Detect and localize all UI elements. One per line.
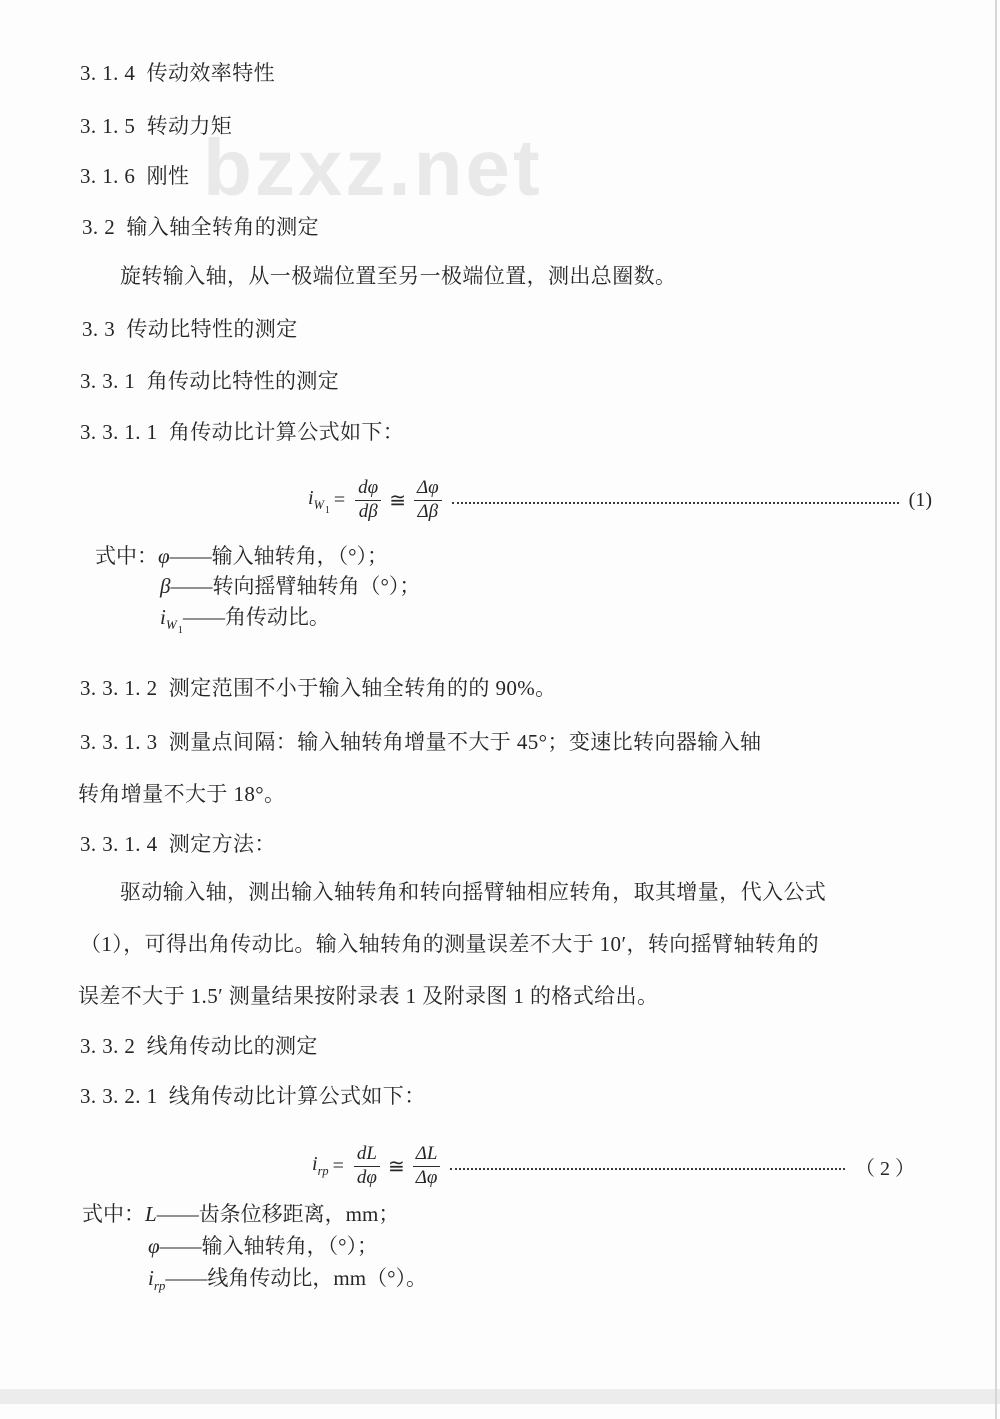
heading-3-2: 3. 2 输入轴全转角的测定 <box>82 215 319 239</box>
equals-sign: = <box>332 1154 344 1177</box>
heading-3-3-1-1: 3. 3. 1. 1 角传动比计算公式如下： <box>80 420 405 444</box>
paragraph-method-line3: 误差不大于 1.5′ 测量结果按附录表 1 及附录图 1 的格式给出。 <box>78 984 659 1008</box>
watermark-text: bzxz.net <box>203 123 543 212</box>
where1-row1: 式中：φ——输入轴转角，（°）； <box>95 544 389 568</box>
approx-equal-sign: ≅ <box>387 1155 405 1178</box>
where2-row2: φ——输入轴转角，（°）； <box>148 1234 379 1258</box>
formula-2 <box>312 1138 915 1194</box>
dotted-leader <box>452 502 899 504</box>
heading-3-3-1-3-line1: 3. 3. 1. 3 测量点间隔：输入轴转角增量不大于 45°；变速比转向器输入轴 <box>80 730 762 754</box>
heading-3-3: 3. 3 传动比特性的测定 <box>82 317 298 341</box>
heading-3-3-1-3-line2: 转角增量不大于 18°。 <box>78 782 286 806</box>
formula-2-lhs: $i_{rp}$ <box>312 1153 329 1178</box>
scan-edge-band <box>0 1389 1000 1404</box>
approx-equal-sign: ≅ <box>389 489 406 512</box>
where2-row3: $i_{rp}——$线角传动比，mm（°）。 <box>148 1266 427 1294</box>
where2-row1: 式中：L——齿条位移距离，mm； <box>82 1202 400 1226</box>
paragraph-method-line2: （1），可得出角传动比。输入轴转角的测量误差不大于 10′，转向摇臂轴转角的 <box>80 932 820 956</box>
heading-3-3-1-2: 3. 3. 1. 2 测定范围不小于输入轴全转角的的 90%。 <box>80 676 557 700</box>
where1-row2: β——转向摇臂轴转角（°）； <box>160 574 421 598</box>
formula-1 <box>308 472 932 528</box>
paragraph-3-2-body: 旋转输入轴，从一极端位置至另一极端位置，测出总圈数。 <box>120 264 677 288</box>
equals-sign: = <box>333 488 346 511</box>
fraction-dL-dphi: $\frac{dL}{d\varphi}$ <box>354 1144 380 1189</box>
formula-1-number: (1) <box>908 488 932 511</box>
heading-3-3-1-4: 3. 3. 1. 4 测定方法： <box>80 832 276 856</box>
heading-3-3-2-1: 3. 3. 2. 1 线角传动比计算公式如下： <box>80 1084 426 1108</box>
heading-3-1-6: 3. 1. 6 刚性 <box>80 164 190 188</box>
heading-3-3-2: 3. 3. 2 线角传动比的测定 <box>80 1034 318 1058</box>
paragraph-method-line1: 驱动输入轴，测出输入轴转角和转向摇臂轴相应转角，取其增量，代入公式 <box>120 880 827 904</box>
heading-3-3-1: 3. 3. 1 角传动比特性的测定 <box>80 369 340 393</box>
formula-1-lhs: $i_{W1}$ <box>308 487 330 516</box>
heading-3-1-4: 3. 1. 4 传动效率特性 <box>80 61 275 85</box>
formula-2-number: （ 2 ） <box>855 1157 915 1180</box>
fraction-delta-L-delta-phi: $\frac{\Delta L}{\Delta\varphi}$ <box>413 1144 441 1189</box>
where1-row3: $i_{W1}——$角传动比。 <box>160 605 330 637</box>
scan-edge-line <box>995 0 997 1419</box>
heading-3-1-5: 3. 1. 5 转动力矩 <box>80 114 233 138</box>
fraction-delta-phi-delta-beta: $\frac{\Delta\varphi}{\Delta\beta}$ <box>414 478 442 523</box>
dotted-leader <box>450 1168 845 1170</box>
fraction-dphi-dbeta: $\frac{d\varphi}{d\beta}$ <box>355 478 381 523</box>
